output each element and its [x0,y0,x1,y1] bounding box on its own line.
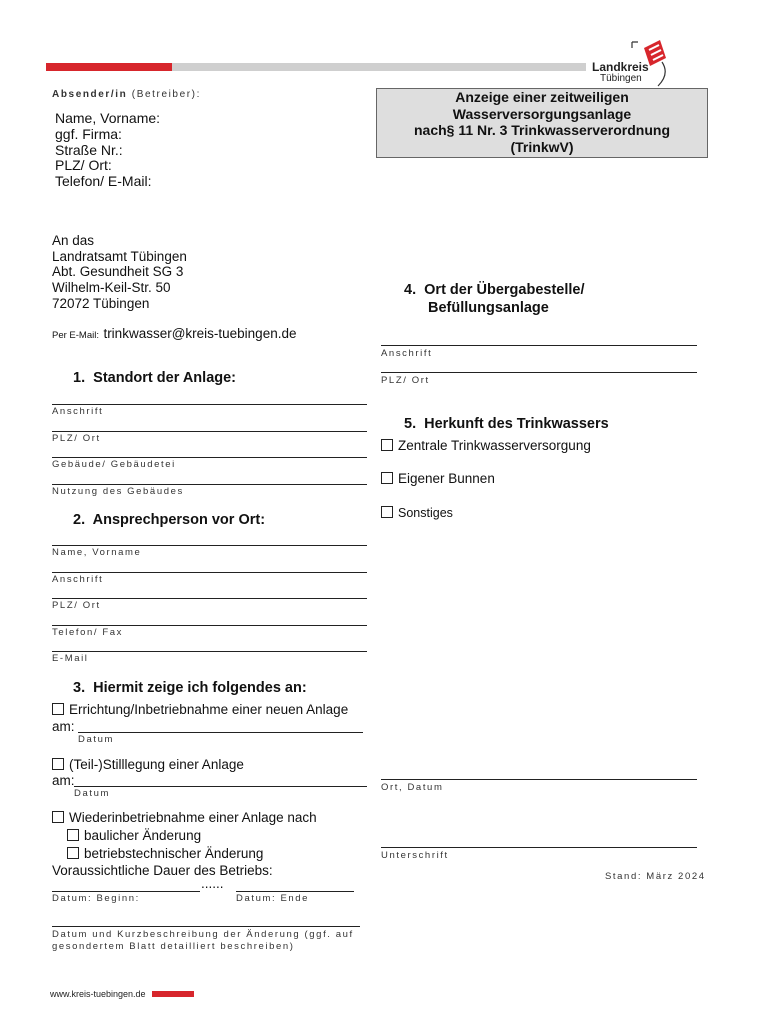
title-line-4: (TrinkwV) [510,138,574,155]
checkbox[interactable] [381,472,393,484]
description-label-1: Datum und Kurzbeschreibung der Änderung (ggf. auf [52,929,354,940]
sender-lines [55,111,160,190]
option-label: Zentrale Trinkwasserversorgung [398,438,591,453]
section1-heading: 1. Standort der Anlage: [73,370,237,386]
checkbox[interactable] [381,439,393,451]
checkbox[interactable] [52,811,64,823]
checkbox[interactable] [52,758,64,770]
option-errichtung[interactable] [52,702,348,718]
field-label: Nutzung des Gebäudes [52,486,184,497]
description-line[interactable] [52,926,360,927]
field-label: Anschrift [52,574,104,585]
section4-heading-line-1: 4. Ort der Übergabestelle/ [404,282,585,298]
place-date-label: Ort, Datum [381,782,444,793]
sender-strasse: Straße Nr.: [55,141,123,158]
field-label: PLZ/ Ort [381,375,430,386]
option-sonstiges[interactable] [381,505,453,521]
end-label: Datum: Ende [236,893,310,904]
logo-text-landkreis: Landkreis [592,60,649,74]
suboption-betriebstechnisch[interactable] [67,846,263,862]
header-bar-red [46,63,172,71]
field-label: E-Mail [52,653,89,664]
field-line-nutzung[interactable] [52,484,367,485]
recipient-address [52,233,187,312]
sender-plz-ort: PLZ/ Ort: [55,157,112,174]
option-zentral[interactable] [381,438,591,454]
field-line-telefon[interactable] [52,625,367,626]
field-line-plz-ort[interactable] [381,372,697,373]
signature-label: Unterschrift [381,850,449,861]
date-label: Datum [74,788,110,799]
option-label: Sonstiges [398,506,453,520]
recipient-line: Abt. Gesundheit SG 3 [52,264,184,280]
am-label: am: [52,719,75,734]
field-label: PLZ/ Ort [52,600,101,611]
option-label: betriebstechnischer Änderung [84,846,264,861]
field-line-anschrift[interactable] [381,345,697,346]
email-row [52,325,296,343]
field-line-email[interactable] [52,651,367,652]
date-line-stilllegung[interactable] [74,786,367,787]
form-title-box [376,88,708,158]
field-line-anschrift[interactable] [52,572,367,573]
option-label: Wiederinbetriebnahme einer Anlage nach [69,810,317,825]
section2-heading: 2. Ansprechperson vor Ort: [73,512,266,528]
section5-heading: 5. Herkunft des Trinkwassers [404,416,609,432]
logo-text-tuebingen: Tübingen [600,73,642,84]
date-line-errichtung[interactable] [78,732,363,733]
footer-url[interactable]: www.kreis-tuebingen.de [50,989,146,999]
option-wiederinbetriebnahme[interactable] [52,810,317,826]
title-line-3: nach§ 11 Nr. 3 Trinkwasserverordnung [414,122,670,138]
field-line-name[interactable] [52,545,367,546]
sender-label-rest: (Betreiber): [131,89,201,100]
begin-label: Datum: Beginn: [52,893,140,904]
field-line-plz-ort[interactable] [52,598,367,599]
field-label: Telefon/ Fax [52,627,123,638]
description-label-2: gesondertem Blatt detailliert beschreiben) [52,941,295,952]
sender-name: Name, Vorname: [55,110,161,126]
title-line-2: Wasserversorgungsanlage [452,105,632,122]
signature-line[interactable] [381,847,697,848]
option-label: (Teil-)Stilllegung einer Anlage [69,757,244,772]
option-label: baulicher Änderung [84,828,202,843]
header-bar-grey [172,63,586,71]
option-label: Eigener Bunnen [398,471,495,486]
place-date-line[interactable] [381,779,697,780]
sender-telefon: Telefon/ E-Mail: [55,173,152,190]
section3-heading: 3. Hiermit zeige ich folgendes an: [73,680,307,696]
email-label: Per E-Mail: [52,330,99,341]
am-label: am: [52,773,75,788]
recipient-line: Landratsamt Tübingen [52,248,187,264]
email-address[interactable]: trinkwasser@kreis-tuebingen.de [103,326,297,341]
field-line-anschrift[interactable] [52,404,367,405]
recipient-line: 72072 Tübingen [52,295,150,311]
suboption-baulich[interactable] [67,828,201,844]
dots: ...... [201,876,224,891]
field-label: Anschrift [52,406,104,417]
field-label: Anschrift [381,348,433,359]
sender-label [52,89,201,100]
field-line-gebaeude[interactable] [52,457,367,458]
recipient-line: An das [52,233,95,248]
date-label: Datum [78,734,114,745]
checkbox[interactable] [67,847,79,859]
field-label: Gebäude/ Gebäudetei [52,459,176,470]
title-line-1: Anzeige einer zeitweiligen [455,89,629,105]
section4-heading-line-2: Befüllungsanlage [428,300,549,316]
field-line-plz-ort[interactable] [52,431,367,432]
option-label: Errichtung/Inbetriebnahme einer neuen Anlage [69,702,349,717]
date-line-begin[interactable] [52,891,200,892]
recipient-line: Wilhelm-Keil-Str. 50 [52,280,171,296]
field-label: PLZ/ Ort [52,433,101,444]
sender-label-bold: Absender/in [52,89,128,100]
stand-label: Stand: März 2024 [605,871,706,882]
duration-label: Voraussichtliche Dauer des Betriebs: [52,863,273,878]
option-brunnen[interactable] [381,471,495,487]
checkbox[interactable] [52,703,64,715]
field-label: Name, Vorname [52,547,142,558]
section4-heading [404,281,585,317]
footer-red-bar [152,991,194,997]
landkreis-logo [588,38,678,88]
sender-firma: ggf. Firma: [55,125,122,142]
option-stilllegung[interactable] [52,757,244,773]
checkbox[interactable] [67,829,79,841]
checkbox[interactable] [381,506,393,518]
date-line-end[interactable] [236,891,354,892]
